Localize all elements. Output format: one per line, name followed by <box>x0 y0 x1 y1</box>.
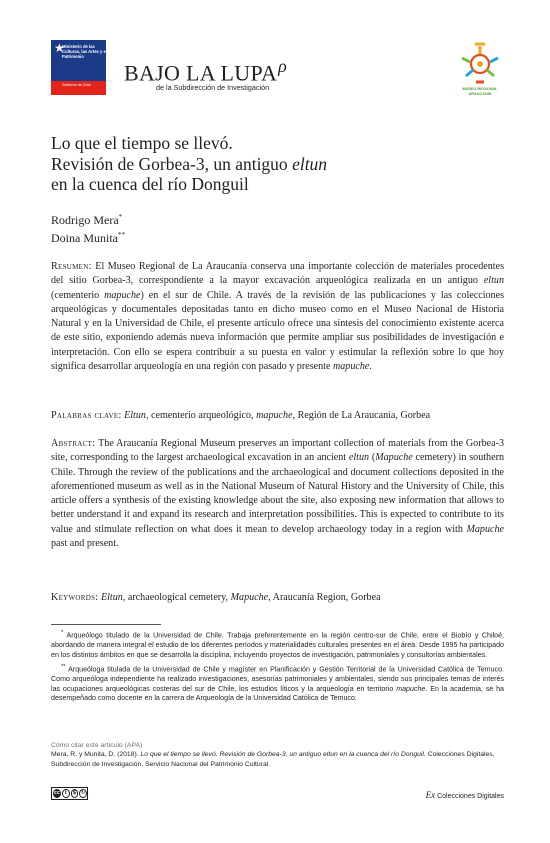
museum-label-line1: MUSEO REGIONAL <box>462 87 498 91</box>
palabras-italic: mapuche <box>256 410 293 421</box>
by-icon: i <box>62 789 70 798</box>
collection-footer <box>426 790 504 800</box>
nc-icon: $ <box>71 789 79 798</box>
resumen-text: . <box>369 361 372 373</box>
citation-source: Colecciones Digitales, Subdirección de Investigación, Servicio Nacional del Patrimonio Cultural. <box>51 751 495 768</box>
footnote-2-text: . En la academia, se ha desempeñado como docente en la carrera de Arqueología de la Universidad Católica de Temuco. <box>51 684 504 703</box>
resumen-paragraph <box>51 260 504 374</box>
museum-label <box>449 87 511 96</box>
museum-label-line2: ARAUCANÍA <box>468 91 492 96</box>
star-icon: ★ <box>54 41 65 55</box>
museum-logo <box>458 40 502 88</box>
citation <box>51 741 504 769</box>
cc-icon: cc <box>54 790 60 796</box>
palabras-text: , cementerio arqueológico, <box>145 410 257 421</box>
footnote-1-mark: * <box>61 630 64 636</box>
abstract-text: The Araucanía Regional Museum preserves an important collection of materials from the Gorbea-3 site, corresponding to the largest archaeological excavation in an ancient <box>51 438 504 464</box>
sa-icon: ↻ <box>81 790 86 796</box>
title-line-3: en la cuenca del río Donguil <box>51 174 249 194</box>
citation-authors: Mera, R. y Munita, D. (2018). <box>51 751 141 759</box>
series-title-text: BAJO LA LUPA <box>124 60 278 86</box>
government-logo-subtext: Gobierno de Chile <box>62 83 91 87</box>
resumen-italic: eltun <box>483 275 504 287</box>
abstract-text: cemetery) in southern Chile. Through the review of the publications and the archaeological and document collections deposited in the aforementioned museum as well as in the National Museum of Natural History and the University of Chile, this article offers a synthesis of the existing knowledge about the site, also exposing new information that allows to better understand it and expand its research and interpretation possibilities. This is expected to contribute to its value and stimulate reflection on what does it mean to develop archaeology today in a region with <box>51 452 504 535</box>
footnote-1 <box>51 629 504 660</box>
palabras-italic: Eltun <box>124 410 146 421</box>
footnote-1-text: Arqueólogo titulado de la Universidad de Chile. Trabaja preferentemente en la región centro-sur de Chile, entre el Biobío y Chiloé, abordando de manera integral el estudio de los diferentes períodos y materialidades culturales presentes en el área. Desde 1995 ha participado en los distintos ámbitos en que se desarrolla la disciplina, incluyendo proyectos de investigación, patrimoniales y consultorías ambientales. <box>51 631 504 659</box>
author-2-name: Doina Munita <box>51 230 118 245</box>
citation-heading: Cómo citar este artículo (APA) <box>51 742 143 749</box>
ex-mark: Ex <box>425 790 436 800</box>
resumen-text: ) en el sur de Chile. A través de la revisión de las publicaciones y las colecciones arqueológicas y documentales depositadas tanto en dicho museo como en el Museo Nacional de Historia Natural y en la Universidad de Chile, el presente artículo ofrece una síntesis del conocimiento existente acerca de este sitio, exponiendo además nueva información que permite ampliar sus posibilidades de investigación e interpretación. Con ello se espera contribuir a su puesta en valor y estimular la reflexión sobre lo que hoy significa desarrollar arqueología en una región con pasado y presente <box>51 289 504 373</box>
author-2 <box>51 228 125 246</box>
footnotes <box>51 624 504 707</box>
palabras-text: , Región de La Araucanía, Gorbea <box>292 410 431 421</box>
citation-text <box>51 750 504 769</box>
authors <box>51 210 125 245</box>
resumen-text: (cementerio <box>51 289 105 301</box>
keywords-italic: Mapuche <box>230 592 269 603</box>
palabras-label: Palabras clave: <box>51 410 122 421</box>
abstract-italic: Mapuche <box>466 523 504 535</box>
title-line-2 <box>51 154 511 175</box>
footnote-divider <box>51 624 161 625</box>
title-line-2-italic: eltun <box>292 153 328 174</box>
footnote-2-mark: ** <box>61 664 66 671</box>
keywords <box>51 591 504 605</box>
resumen-italic: mapuche <box>332 361 370 373</box>
footnote-2-text: Arqueóloga titulada de la Universidad de Chile y magíster en Planificación y Gestión Territorial de la Universidad Católica de Temuco. Como arqueóloga independiente ha realizado investigaciones, asesorías patrimoniales y ambientales, siendo sus principales temas de interés las ocupaciones arqueológicas costeras del sur de Chile, los estudios líticos y la arqueología en territorio <box>51 665 504 693</box>
abstract-text: past and present. <box>51 538 119 550</box>
citation-title: Lo que el tiempo se llevó. Revisión de Gorbea-3, un antiguo eltun en la cuenca del río Donguil. <box>140 751 426 759</box>
abstract-label: Abstract: <box>51 438 96 449</box>
magnifier-icon: ρ <box>278 56 288 76</box>
author-2-mark: ** <box>118 230 125 239</box>
title-line-1: Lo que el tiempo se llevó. <box>51 133 233 153</box>
keywords-text: , archaeological cemetery, <box>122 592 231 603</box>
resumen-label: Resumen: <box>51 261 92 272</box>
footnote-2 <box>51 663 504 704</box>
resumen-text: El Museo Regional de La Araucanía conserva una importante colección de materiales procedentes del sitio Gorbea-3, correspondiente a la mayor excavación arqueológica realizada en un antiguo <box>51 261 504 287</box>
abstract-italic: eltun <box>348 452 370 464</box>
author-1-mark: * <box>118 213 123 221</box>
series-subtitle: de la Subdirección de Investigación <box>156 83 270 92</box>
abstract-italic: Mapuche <box>375 452 413 464</box>
series-title <box>124 56 287 86</box>
abstract-paragraph <box>51 437 504 551</box>
abstract-text: ( <box>369 452 376 464</box>
creative-commons-license-badge <box>51 787 88 800</box>
article-title <box>51 133 511 195</box>
author-1-name: Rodrigo Mera <box>51 213 119 227</box>
keywords-label: Keywords: <box>51 592 99 603</box>
footnote-2-italic: mapuche <box>396 684 426 693</box>
author-1 <box>51 210 125 228</box>
palabras-clave <box>51 409 504 423</box>
keywords-text: , Araucanía Region, Gorbea <box>268 592 381 603</box>
resumen-italic: mapuche <box>104 289 141 301</box>
collection-label: Colecciones Digitales <box>437 793 504 800</box>
keywords-italic: Eltun <box>100 592 123 603</box>
title-line-2-text: Revisión de Gorbea-3, un antiguo <box>51 153 293 174</box>
government-logo-text: Ministerio de las Culturas, las Artes y el Patrimonio <box>62 44 107 59</box>
